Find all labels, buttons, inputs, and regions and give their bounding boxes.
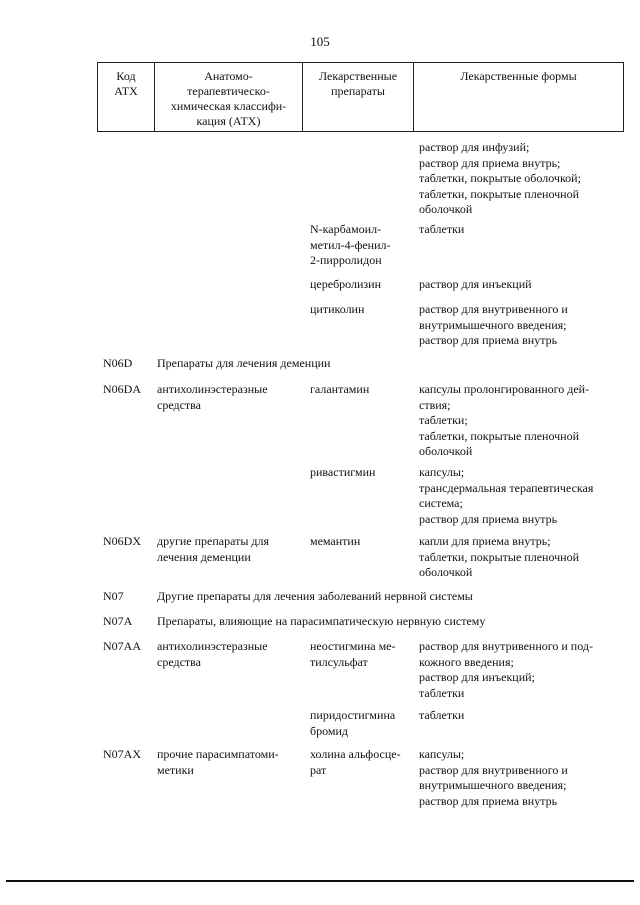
row13-forms: капсулы; раствор для внутривенного и внутримышечного введения; раствор для приема внутрь xyxy=(419,747,568,808)
row7-forms: капсулы; трансдермальная терапевтическая система; раствор для приема внутрь xyxy=(419,465,594,526)
row11-drug: неостигмина ме- тилсульфат xyxy=(310,639,396,669)
row13-code: N07AX xyxy=(103,747,141,761)
header-code-label: Код АТХ xyxy=(114,69,138,98)
row3-forms: раствор для инъекций xyxy=(419,277,532,291)
footer-rule xyxy=(6,880,634,882)
row9-code: N07 xyxy=(103,589,124,603)
row6-drug: галантамин xyxy=(310,382,370,396)
row11-code: N07AA xyxy=(103,639,141,653)
header-atc xyxy=(155,63,303,131)
row6-code: N06DA xyxy=(103,382,141,396)
row8-forms: капли для приема внутрь; таблетки, покрытые пленочной оболочкой xyxy=(419,534,580,579)
header-forms-label: Лекарственные формы xyxy=(460,69,577,83)
row7-drug: ривастигмин xyxy=(310,465,376,479)
row6-atc: антихолинэстеразные средства xyxy=(157,382,268,412)
row4-forms: раствор для внутривенного и внутримышечного введения; раствор для приема внутрь xyxy=(419,302,568,347)
row10-atc: Препараты, влияющие на парасимпатическую нервную систему xyxy=(157,614,486,628)
row13-drug: холина альфосце- рат xyxy=(310,747,401,777)
row5-code: N06D xyxy=(103,356,133,370)
row6-forms: капсулы пролонгированного дей- ствия; таблетки; таблетки, покрытые пленочной оболочкой xyxy=(419,382,590,458)
row11-atc: антихолинэстеразные средства xyxy=(157,639,268,669)
header-code xyxy=(98,63,155,131)
header-atc-label: Анатомо- терапевтическо- химическая классифи- кация (АТХ) xyxy=(170,69,287,128)
row8-drug: мемантин xyxy=(310,534,361,548)
row10-code: N07A xyxy=(103,614,133,628)
row13-atc: прочие парасимпатоми- метики xyxy=(157,747,279,777)
row5-atc: Препараты для лечения деменции xyxy=(157,356,331,370)
row2-forms: таблетки xyxy=(419,222,465,236)
header-forms xyxy=(414,63,623,131)
row8-atc: другие препараты для лечения деменции xyxy=(157,534,270,564)
row8-code: N06DX xyxy=(103,534,141,548)
header-drugs-label: Лекарственные препараты xyxy=(318,69,398,98)
page-number: 105 xyxy=(310,34,330,49)
row12-drug: пиридостигмина бромид xyxy=(310,708,396,738)
table-header xyxy=(97,62,624,132)
row9-atc: Другие препараты для лечения заболеваний нервной системы xyxy=(157,589,473,603)
row11-forms: раствор для внутривенного и под- кожного введения; раствор для инъекций; таблетки xyxy=(419,639,593,700)
header-drugs xyxy=(303,63,414,131)
row2-drug: N-карбамоил- метил-4-фенил- 2-пирролидон xyxy=(310,222,391,267)
row3-drug: церебролизин xyxy=(310,277,382,291)
row4-drug: цитиколин xyxy=(310,302,365,316)
row12-forms: таблетки xyxy=(419,708,465,722)
row1-forms: раствор для инфузий; раствор для приема внутрь; таблетки, покрытые оболочкой; таблетки, покрытые пленочной оболочкой xyxy=(419,140,581,216)
